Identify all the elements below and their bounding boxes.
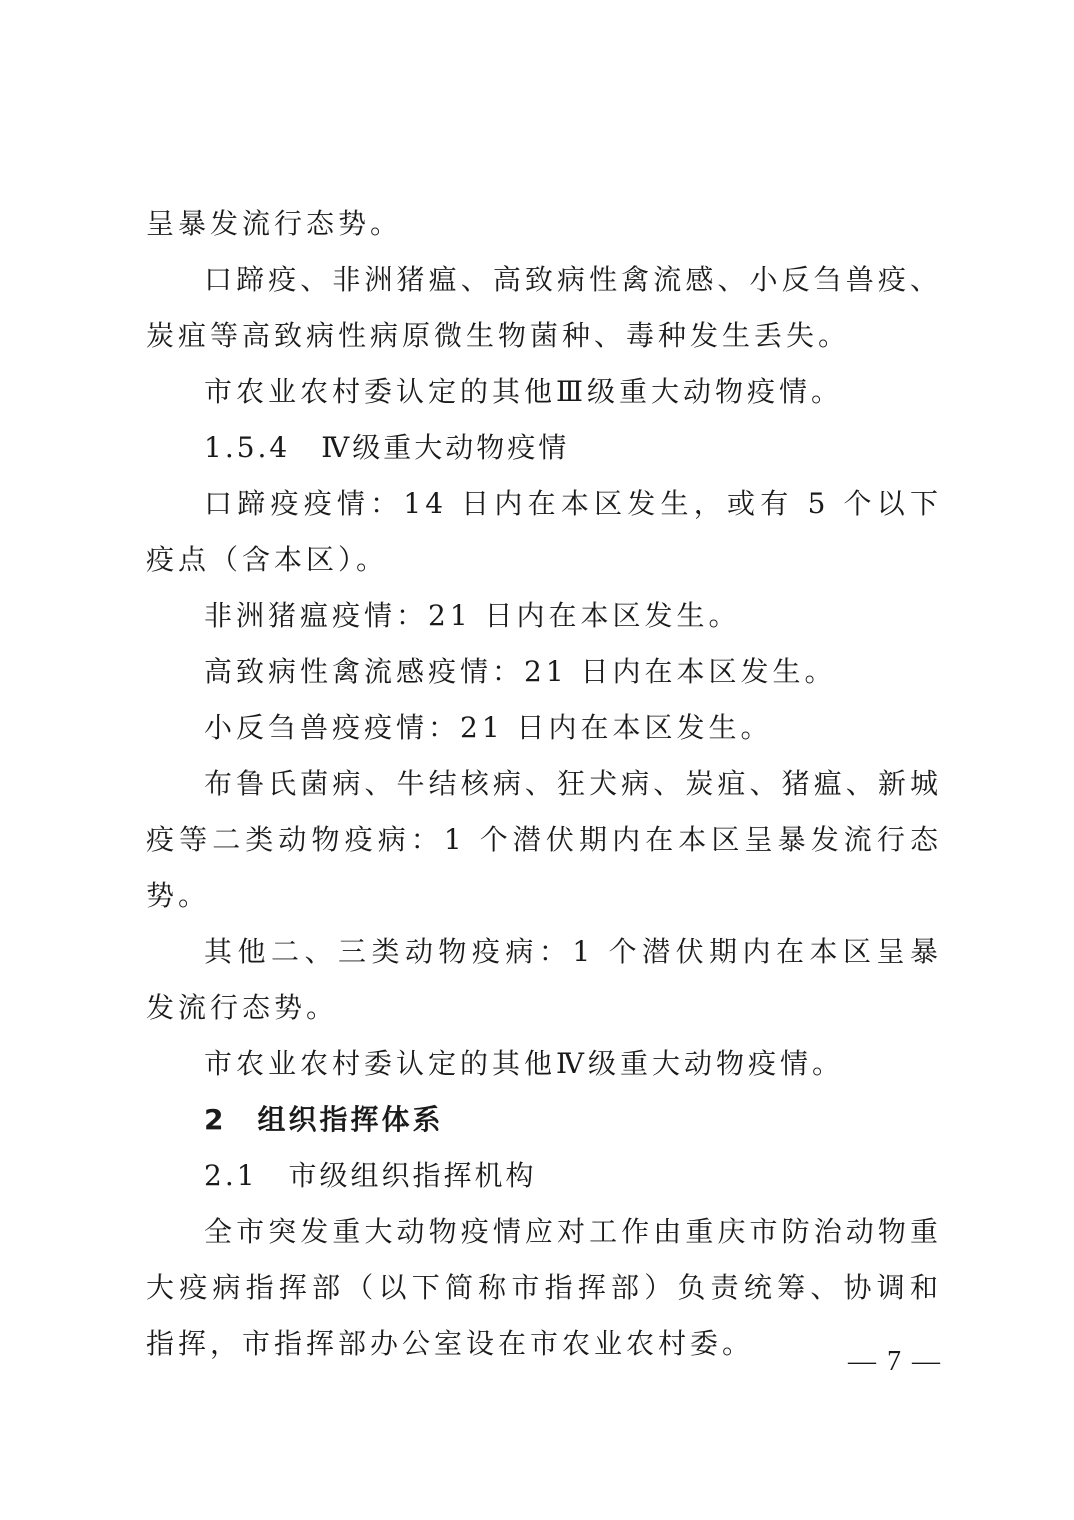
page-number: — 7 — <box>848 1346 942 1377</box>
paragraph: 小反刍兽疫疫情：21 日内在本区发生。 <box>204 711 773 744</box>
section-heading-2-1: 2.1 市级组织指挥机构 <box>204 1159 537 1192</box>
paragraph: 口蹄疫疫情：14 日内在本区发生，或有 5 个以下疫点（含本区）。 <box>146 487 942 576</box>
paragraph: 高致病性禽流感疫情：21 日内在本区发生。 <box>204 655 837 688</box>
section-heading-2: 2 组织指挥体系 <box>204 1103 444 1136</box>
paragraph: 其他二、三类动物疫病：1 个潜伏期内在本区呈暴发流行态势。 <box>146 935 942 1024</box>
paragraph: 布鲁氏菌病、牛结核病、狂犬病、炭疽、猪瘟、新城疫等二类动物疫病：1 个潜伏期内在本区呈暴发流行态势。 <box>146 767 942 912</box>
document-body <box>146 196 942 1372</box>
paragraph: 全市突发重大动物疫情应对工作由重庆市防治动物重大疫病指挥部（以下简称市指挥部）负责统筹、协调和指挥，市指挥部办公室设在市农业农村委。 <box>146 1215 942 1360</box>
paragraph: 市农业农村委认定的其他Ⅳ级重大动物疫情。 <box>204 1047 844 1080</box>
paragraph: 市农业农村委认定的其他Ⅲ级重大动物疫情。 <box>204 375 844 408</box>
paragraph: 呈暴发流行态势。 <box>146 207 403 240</box>
paragraph: 口蹄疫、非洲猪瘟、高致病性禽流感、小反刍兽疫、炭疽等高致病性病原微生物菌种、毒种发生丢失。 <box>146 263 942 352</box>
section-heading-1-5-4: 1.5.4 Ⅳ级重大动物疫情 <box>204 431 570 464</box>
paragraph: 非洲猪瘟疫情：21 日内在本区发生。 <box>204 599 741 632</box>
